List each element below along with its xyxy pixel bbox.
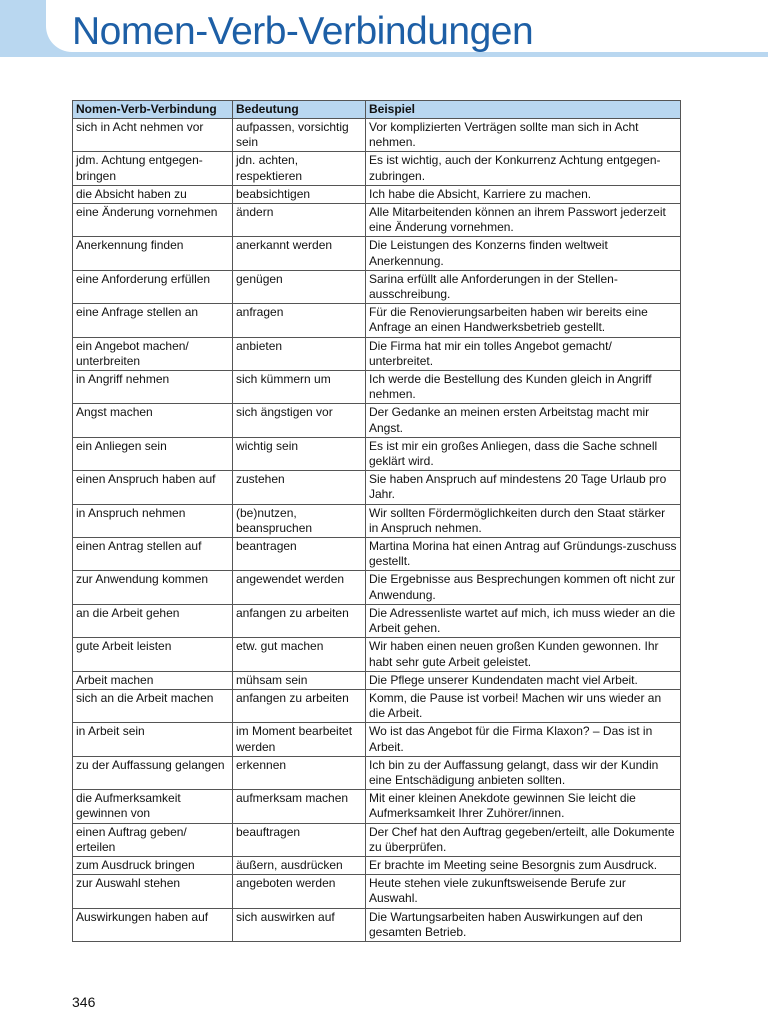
- table-row: [73, 538, 681, 571]
- cell-example: Die Ergebnisse aus Besprechungen kommen oft nicht zur Anwendung.: [366, 571, 681, 604]
- table-row: [73, 671, 681, 689]
- cell-meaning: wichtig sein: [233, 437, 366, 470]
- cell-meaning: anfangen zu arbeiten: [233, 689, 366, 722]
- cell-meaning: (be)nutzen, beanspruchen: [233, 504, 366, 537]
- cell-term: eine Anfrage stellen an: [73, 304, 233, 337]
- table-row: [73, 689, 681, 722]
- cell-term: ein Anliegen sein: [73, 437, 233, 470]
- cell-example: Sie haben Anspruch auf mindestens 20 Tage Urlaub pro Jahr.: [366, 471, 681, 504]
- cell-example: Sarina erfüllt alle Anforderungen in der Stellen-ausschreibung.: [366, 270, 681, 303]
- cell-term: zu der Auffassung gelangen: [73, 756, 233, 789]
- cell-meaning: anerkannt werden: [233, 237, 366, 270]
- cell-example: Er brachte im Meeting seine Besorgnis zum Ausdruck.: [366, 856, 681, 874]
- cell-meaning: erkennen: [233, 756, 366, 789]
- table-header-row: [73, 101, 681, 119]
- cell-example: Heute stehen viele zukunftsweisende Berufe zur Auswahl.: [366, 875, 681, 908]
- cell-term: in Anspruch nehmen: [73, 504, 233, 537]
- table-row: [73, 270, 681, 303]
- cell-meaning: zustehen: [233, 471, 366, 504]
- cell-meaning: genügen: [233, 270, 366, 303]
- table-row: [73, 723, 681, 756]
- cell-term: einen Auftrag geben/ erteilen: [73, 823, 233, 856]
- table-row: [73, 875, 681, 908]
- cell-term: ein Angebot machen/ unterbreiten: [73, 337, 233, 370]
- table-row: [73, 152, 681, 185]
- cell-term: einen Anspruch haben auf: [73, 471, 233, 504]
- table-row: [73, 204, 681, 237]
- table-row: [73, 638, 681, 671]
- cell-meaning: ändern: [233, 204, 366, 237]
- cell-term: sich an die Arbeit machen: [73, 689, 233, 722]
- cell-meaning: anfragen: [233, 304, 366, 337]
- cell-example: Für die Renovierungsarbeiten haben wir bereits eine Anfrage an einen Handwerksbetrieb gestellt.: [366, 304, 681, 337]
- table-row: [73, 304, 681, 337]
- cell-term: Angst machen: [73, 404, 233, 437]
- cell-term: einen Antrag stellen auf: [73, 538, 233, 571]
- table-row: [73, 571, 681, 604]
- table-row: [73, 604, 681, 637]
- cell-example: Es ist wichtig, auch der Konkurrenz Achtung entgegen-zubringen.: [366, 152, 681, 185]
- cell-term: in Angriff nehmen: [73, 371, 233, 404]
- cell-meaning: anfangen zu arbeiten: [233, 604, 366, 637]
- table-row: [73, 471, 681, 504]
- cell-example: Alle Mitarbeitenden können an ihrem Passwort jederzeit eine Änderung vornehmen.: [366, 204, 681, 237]
- cell-meaning: sich auswirken auf: [233, 908, 366, 941]
- table-row: [73, 756, 681, 789]
- cell-example: Martina Morina hat einen Antrag auf Gründungs-zuschuss gestellt.: [366, 538, 681, 571]
- cell-example: Der Gedanke an meinen ersten Arbeitstag macht mir Angst.: [366, 404, 681, 437]
- cell-example: Komm, die Pause ist vorbei! Machen wir uns wieder an die Arbeit.: [366, 689, 681, 722]
- column-header-example: Beispiel: [366, 101, 681, 119]
- cell-example: Ich habe die Absicht, Karriere zu machen.: [366, 185, 681, 203]
- cell-meaning: im Moment bearbeitet werden: [233, 723, 366, 756]
- cell-meaning: aufmerksam machen: [233, 790, 366, 823]
- cell-meaning: angewendet werden: [233, 571, 366, 604]
- cell-term: an die Arbeit gehen: [73, 604, 233, 637]
- table-row: [73, 119, 681, 152]
- cell-meaning: angeboten werden: [233, 875, 366, 908]
- cell-example: Die Pflege unserer Kundendaten macht viel Arbeit.: [366, 671, 681, 689]
- table-row: [73, 371, 681, 404]
- cell-meaning: sich ängstigen vor: [233, 404, 366, 437]
- cell-example: Die Adressenliste wartet auf mich, ich muss wieder an die Arbeit gehen.: [366, 604, 681, 637]
- cell-example: Vor komplizierten Verträgen sollte man sich in Acht nehmen.: [366, 119, 681, 152]
- cell-term: die Aufmerksamkeit gewinnen von: [73, 790, 233, 823]
- table-row: [73, 237, 681, 270]
- table-body: [73, 119, 681, 942]
- cell-meaning: beantragen: [233, 538, 366, 571]
- cell-meaning: beauftragen: [233, 823, 366, 856]
- table-row: [73, 337, 681, 370]
- table-row: [73, 908, 681, 941]
- column-header-meaning: Bedeutung: [233, 101, 366, 119]
- cell-meaning: äußern, ausdrücken: [233, 856, 366, 874]
- table-row: [73, 823, 681, 856]
- cell-term: Arbeit machen: [73, 671, 233, 689]
- cell-example: Die Wartungsarbeiten haben Auswirkungen auf den gesamten Betrieb.: [366, 908, 681, 941]
- cell-term: jdm. Achtung entgegen-bringen: [73, 152, 233, 185]
- table-row: [73, 790, 681, 823]
- cell-example: Wo ist das Angebot für die Firma Klaxon? – Das ist in Arbeit.: [366, 723, 681, 756]
- page-title: Nomen-Verb-Verbindungen: [72, 10, 534, 53]
- cell-example: Die Firma hat mir ein tolles Angebot gemacht/ unterbreitet.: [366, 337, 681, 370]
- cell-term: zur Anwendung kommen: [73, 571, 233, 604]
- cell-term: die Absicht haben zu: [73, 185, 233, 203]
- cell-term: sich in Acht nehmen vor: [73, 119, 233, 152]
- table-row: [73, 856, 681, 874]
- cell-term: eine Anforderung erfüllen: [73, 270, 233, 303]
- cell-example: Die Leistungen des Konzerns finden weltweit Anerkennung.: [366, 237, 681, 270]
- cell-meaning: etw. gut machen: [233, 638, 366, 671]
- cell-meaning: jdn. achten, respektieren: [233, 152, 366, 185]
- cell-meaning: beabsichtigen: [233, 185, 366, 203]
- cell-example: Ich werde die Bestellung des Kunden gleich in Angriff nehmen.: [366, 371, 681, 404]
- table-row: [73, 437, 681, 470]
- cell-example: Mit einer kleinen Anekdote gewinnen Sie leicht die Aufmerksamkeit Ihrer Zuhörer/innen.: [366, 790, 681, 823]
- cell-term: zum Ausdruck bringen: [73, 856, 233, 874]
- column-header-term: Nomen-Verb-Verbindung: [73, 101, 233, 119]
- cell-term: gute Arbeit leisten: [73, 638, 233, 671]
- cell-meaning: mühsam sein: [233, 671, 366, 689]
- cell-meaning: sich kümmern um: [233, 371, 366, 404]
- cell-example: Wir haben einen neuen großen Kunden gewonnen. Ihr habt sehr gute Arbeit geleistet.: [366, 638, 681, 671]
- table-row: [73, 404, 681, 437]
- page-number: 346: [72, 994, 96, 1010]
- cell-example: Es ist mir ein großes Anliegen, dass die Sache schnell geklärt wird.: [366, 437, 681, 470]
- cell-example: Der Chef hat den Auftrag gegeben/erteilt, alle Dokumente zu überprüfen.: [366, 823, 681, 856]
- cell-term: Auswirkungen haben auf: [73, 908, 233, 941]
- cell-example: Wir sollten Fördermöglichkeiten durch den Staat stärker in Anspruch nehmen.: [366, 504, 681, 537]
- cell-example: Ich bin zu der Auffassung gelangt, dass wir der Kundin eine Entschädigung anbieten sollten.: [366, 756, 681, 789]
- table-row: [73, 504, 681, 537]
- cell-term: Anerkennung finden: [73, 237, 233, 270]
- cell-term: eine Änderung vornehmen: [73, 204, 233, 237]
- vocabulary-table: [72, 100, 681, 942]
- cell-term: in Arbeit sein: [73, 723, 233, 756]
- cell-meaning: aufpassen, vorsichtig sein: [233, 119, 366, 152]
- cell-term: zur Auswahl stehen: [73, 875, 233, 908]
- table-row: [73, 185, 681, 203]
- cell-meaning: anbieten: [233, 337, 366, 370]
